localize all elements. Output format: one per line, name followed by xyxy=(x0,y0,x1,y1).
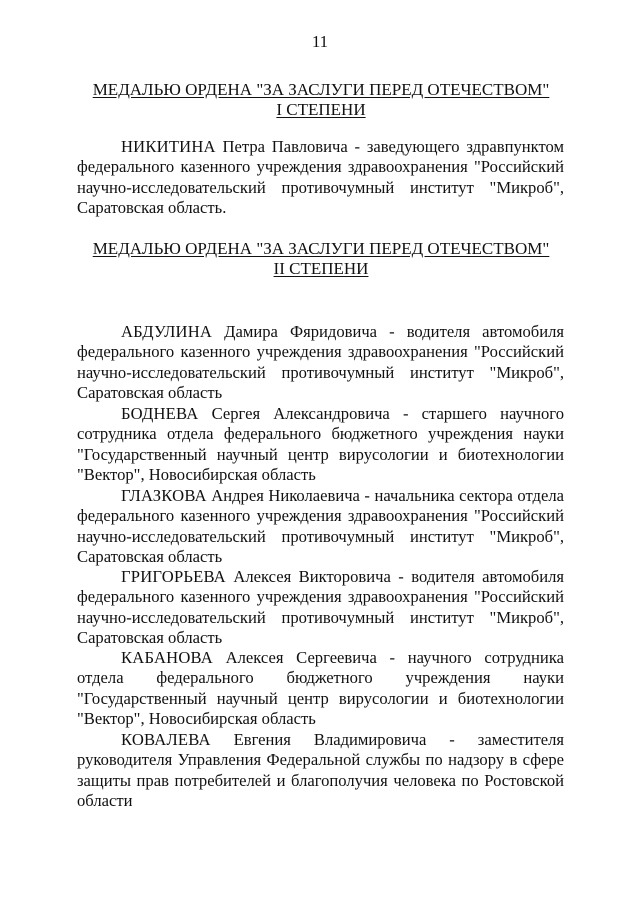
award-entry xyxy=(77,486,564,568)
recipient-surname: НИКИТИНА xyxy=(121,137,216,156)
section-heading-line: I СТЕПЕНИ xyxy=(276,100,366,119)
award-entry xyxy=(77,404,564,486)
recipient-surname: ГРИГОРЬЕВА xyxy=(121,567,226,586)
section-heading-line: МЕДАЛЬЮ ОРДЕНА "ЗА ЗАСЛУГИ ПЕРЕД ОТЕЧЕСТВОМ" xyxy=(92,239,550,258)
section-heading-line: МЕДАЛЬЮ ОРДЕНА "ЗА ЗАСЛУГИ ПЕРЕД ОТЕЧЕСТВОМ" xyxy=(92,80,550,99)
section-heading-first-degree xyxy=(60,80,582,120)
recipient-surname: КАБАНОВА xyxy=(121,648,213,667)
recipient-surname: КОВАЛЕВА xyxy=(121,730,211,749)
recipient-details: Алексея Викторовича - водителя автомобиля федерального казенного учреждения здравоохранения "Российский научно-исследовательский противочумный институт "Микроб", Саратовская область xyxy=(77,567,564,648)
award-entry xyxy=(77,322,564,404)
recipient-details: Евгения Владимировича - заместителя руководителя Управления Федеральной службы по надзору в сфере защиты прав потребителей и благополучия человека по Ростовской области xyxy=(77,730,564,811)
recipient-surname: АБДУЛИНА xyxy=(121,322,213,341)
section-heading-line: II СТЕПЕНИ xyxy=(273,259,369,278)
recipient-details: Андрея Николаевича - начальника сектора отдела федерального казенного учреждения здравоохранения "Российский научно-исследовательский противочумный институт "Микроб", Саратовская область xyxy=(77,486,564,567)
award-entry xyxy=(77,648,564,730)
recipient-surname: БОДНЕВА xyxy=(121,404,199,423)
award-entry xyxy=(77,567,564,649)
recipient-details: Петра Павловича - заведующего здравпунктом федерального казенного учреждения здравоохранения "Российский научно-исследовательский противочумный институт "Микроб", Саратовская область. xyxy=(77,137,565,218)
award-entry xyxy=(77,137,564,219)
award-entry xyxy=(77,730,564,812)
recipient-surname: ГЛАЗКОВА xyxy=(121,486,207,505)
page-number: 11 xyxy=(311,32,329,51)
recipient-details: Сергея Александровича - старшего научного сотрудника отдела федерального бюджетного учреждения науки "Государственный научный центр вирусологии и биотехнологии "Вектор", Новосибирская область xyxy=(77,404,564,485)
recipient-details: Дамира Фяридовича - водителя автомобиля федерального казенного учреждения здравоохранения "Российский научно-исследовательский противочумный институт "Микроб", Саратовская область xyxy=(77,322,564,403)
section-heading-second-degree xyxy=(60,239,582,279)
recipient-details: Алексея Сергеевича - научного сотрудника отдела федерального бюджетного учреждения науки "Государственный научный центр вирусологии и биотехнологии "Вектор", Новосибирская область xyxy=(77,648,564,729)
